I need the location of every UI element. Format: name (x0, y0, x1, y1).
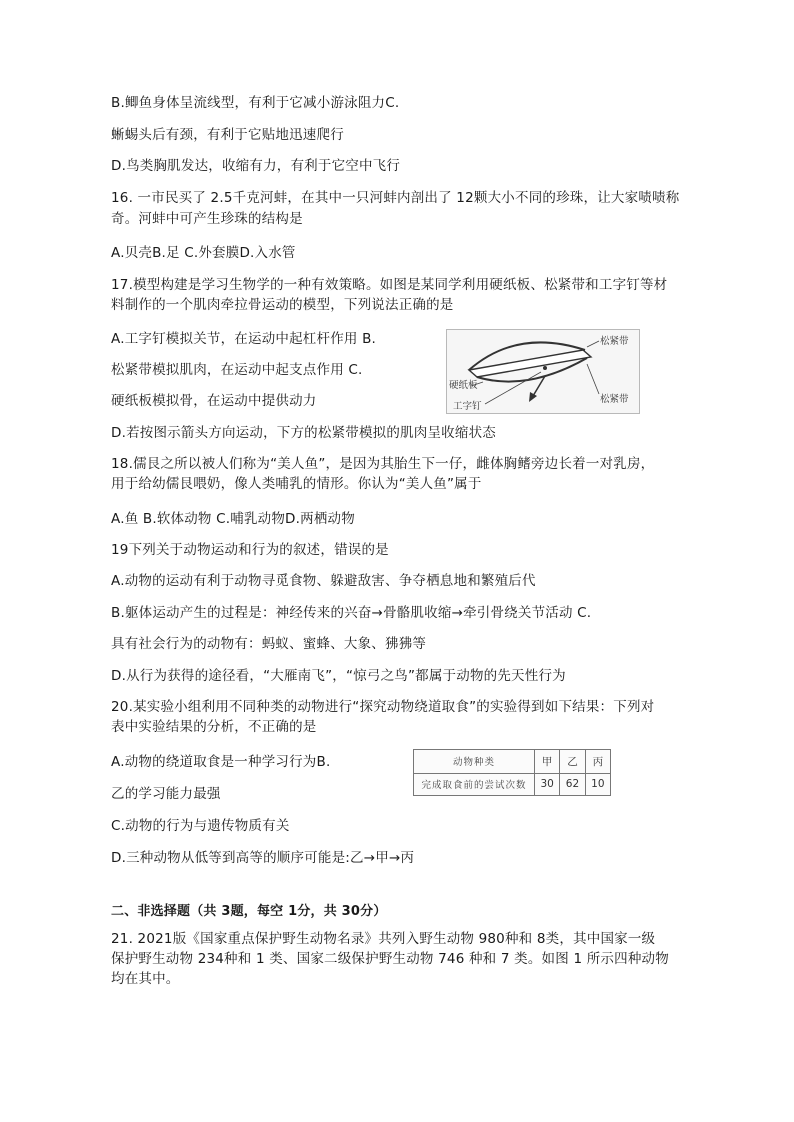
q17-option-b: 松紧带模拟肌肉，在运动中起支点作用 C. (111, 362, 363, 378)
q15-option-c: 蜥蜴头后有颈，有利于它贴地迅速爬行 (111, 127, 344, 143)
q15-option-b: B.鲫鱼身体呈流线型，有利于它减小游泳阻力C. (111, 95, 400, 111)
label-elastic-top: 松紧带 (600, 336, 629, 347)
table-row (414, 773, 611, 795)
q20-stem-line1: 20.某实验小组利用不同种类的动物进行“探究动物绕道取食”的实验得到如下结果：下列对 (111, 699, 655, 715)
table-cell: 动物种类 (414, 750, 535, 774)
muscle-model-diagram (447, 330, 639, 413)
table-cell: 丙 (585, 750, 610, 774)
pin-head (543, 366, 547, 370)
q20-option-a: A.动物的绕道取食是一种学习行为B. (111, 754, 331, 770)
q17-stem-line1: 17.模型构建是学习生物学的一种有效策略。如图是某同学利用硬纸板、松紧带和工字钉等材 (111, 277, 668, 293)
table-cell: 10 (585, 773, 610, 795)
table-cell: 乙 (560, 750, 585, 774)
q16-stem-line2: 奇。河蚌中可产生珍珠的结构是 (111, 211, 303, 227)
q19-stem: 19下列关于动物运动和行为的叙述，错误的是 (111, 542, 389, 558)
q19-option-d: D.从行为获得的途径看，“大雁南飞”，“惊弓之鸟”都属于动物的先天性行为 (111, 668, 566, 684)
q21-stem-line3: 均在其中。 (111, 971, 180, 987)
q18-stem-line2: 用于给幼儒艮喂奶，像人类哺乳的情形。你认为“美人鱼”属于 (111, 476, 482, 492)
q19-option-a: A.动物的运动有利于动物寻觅食物、躲避敌害、争夺栖息地和繁殖后代 (111, 573, 536, 589)
table-cell: 完成取食前的尝试次数 (414, 773, 535, 795)
label-elastic-bottom: 松紧带 (600, 394, 629, 405)
table-row (414, 750, 611, 774)
muscle-model-figure (446, 329, 640, 414)
label-pin: 工字钉 (453, 401, 482, 412)
q15-option-d: D.鸟类胸肌发达，收缩有力，有利于它空中飞行 (111, 158, 401, 174)
q20-stem-line2: 表中实验结果的分析，不正确的是 (111, 719, 317, 735)
q17-option-a: A.工字钉模拟关节，在运动中起杠杆作用 B. (111, 331, 377, 347)
q17-stem-line2: 料制作的一个肌肉牵拉骨运动的模型，下列说法正确的是 (111, 297, 454, 313)
q21-stem-line2: 保护野生动物 234种和 1 类、国家二级保护野生动物 746 种和 7 类。如图 1 所示四种动物 (111, 951, 669, 967)
q18-options: A.鱼 B.软体动物 C.哺乳动物D.两栖动物 (111, 511, 355, 527)
q18-stem-line1: 18.儒艮之所以被人们称为“美人鱼”，是因为其胎生下一仔，雌体胸鳍旁边长着一对乳房， (111, 456, 655, 472)
q19-option-b: B.躯体运动产生的过程是：神经传来的兴奋→骨骼肌收缩→牵引骨绕关节活动 C. (111, 605, 592, 621)
table-cell: 30 (535, 773, 560, 795)
table-cell: 62 (560, 773, 585, 795)
motion-arrow-head (529, 392, 537, 402)
label-board: 硬纸板 (449, 380, 478, 391)
q17-option-d: D.若按图示箭头方向运动，下方的松紧带模拟的肌肉呈收缩状态 (111, 425, 496, 441)
q20-option-d: D.三种动物从低等到高等的顺序可能是:乙→甲→丙 (111, 850, 415, 866)
section-heading: 二、非选择题（共 3题，每空 1分，共 30分） (111, 904, 387, 919)
q20-option-c: C.动物的行为与遗传物质有关 (111, 818, 290, 834)
q21-stem-line1: 21. 2021版《国家重点保护野生动物名录》共列入野生动物 980种和 8类，其中国家一级 (111, 931, 656, 947)
q16-options: A.贝壳B.足 C.外套膜D.入水管 (111, 245, 296, 261)
q17-option-c: 硬纸板模拟骨，在运动中提供动力 (111, 393, 317, 409)
q20-option-b: 乙的学习能力最强 (111, 786, 221, 802)
q19-option-c: 具有社会行为的动物有：蚂蚁、蜜蜂、大象、狒狒等 (111, 636, 427, 652)
cardboard-board (469, 350, 591, 377)
q16-stem-line1: 16. 一市民买了 2.5千克河蚌，在其中一只河蚌内剖出了 12颗大小不同的珍珠，让大家啧啧称 (111, 190, 680, 206)
table-cell: 甲 (535, 750, 560, 774)
q20-result-table (413, 749, 611, 796)
